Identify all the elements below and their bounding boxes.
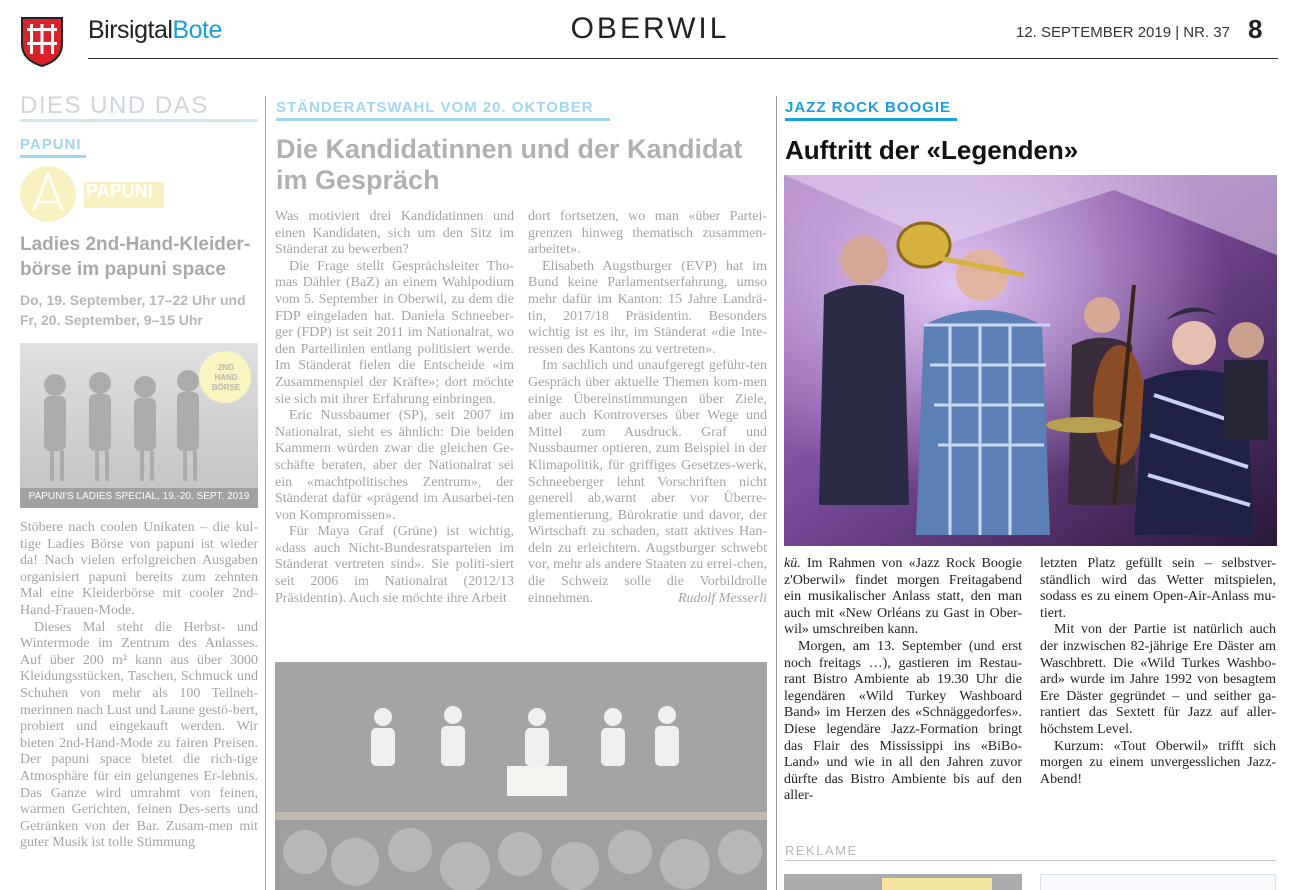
- newspaper-brand[interactable]: BirsigtalBote: [88, 16, 222, 44]
- municipal-crest-icon: [20, 16, 64, 68]
- column-divider-2: [776, 96, 777, 890]
- page-number: 8: [1248, 14, 1263, 44]
- photo-caption: PAPUNI'S LADIES SPECIAL, 19.-20. SEPT. 2019: [28, 491, 250, 502]
- podium-photo: [275, 662, 767, 890]
- papuni-article-body: Stöbere nach coolen Unikaten – die kul-tige Ladies Börse von papuni ist wieder da! Nach vielen erfolgreichen Ausgaben organisiert papuni bereits zum zehnten Mal eine Kleiderbörse mit cooler 2nd-Hand-Frauen-Mode. Dieses Mal steht die Herbst- und Wintermode im Zentrum des Anlasses. Auf über 200 m² kann aus über 3000 Kleidungsstücken, Taschen, Schmuck und Schuhen von mehr als 100 Teilneh-merinnen nach Lust und Laune gestö-bert, probiert und eingekauft werden. Wir bieten 2nd-Hand-Mode zu fairen Preisen. Der papuni space bietet die rich-tige Atmosphäre für ein gelungenes Er-lebnis. Das Ganze wird umrahmt von feinen, warmen Gerichten, feinen Des-serts und Getränken von der Bar. Zusam-men mit guter Musik ist tolle Stimmung: [20, 520, 258, 851]
- papuni-dates: Do, 19. September, 17–22 Uhr und Fr, 20. September, 9–15 Uhr: [20, 292, 246, 328]
- author: Rudolf Messerli: [677, 590, 767, 606]
- election-kicker: STÄNDERATSWAHL VOM 20. OKTOBER: [276, 99, 594, 116]
- jazz-body-col2: letzten Platz gefüllt sein – selbstver-ständlich wird das Wetter mitspielen, sodass es zu einem Open-Air-Anlass mu-tiert. Mit von der Partie ist natürlich auch der inzwischen 82-jährige Ere Däster am Waschbrett. Die «Wild Turkes Washbo-ard» wurde im Jahre 1992 von besagtem Ere Däster gegründet – und seither ga-rantiert das Sextett für Jazz auf aller-höchstem Level. Kurzum: «Tout Oberwil» trifft sich morgen zu einem unvergesslichen Jazz-Abend!: [1040, 556, 1276, 787]
- kicker-underline: [276, 118, 610, 121]
- papuni-logo-text: PAPUNI: [86, 181, 153, 201]
- band-photo: [784, 175, 1277, 546]
- author-initials: kü.: [784, 556, 801, 571]
- papuni-headline: Ladies 2nd-Hand-Kleider-börse im papuni space: [20, 234, 251, 280]
- advertisement-left[interactable]: [784, 874, 1022, 890]
- advertisement-rule: [785, 860, 1276, 861]
- election-body-col1: Was motiviert drei Kandidatinnen und einen Kandidaten, sich um den Sitz im Ständerat zu bewerben? Die Frage stellt Gesprächsleiter Tho-mas Dähler (BaZ) an einem Wahlpodium vom 5. September in Oberwil, zu dem die FDP eingeladen hat. Daniela Schneeber-ger (FDP) ist seit 2011 im Nationalrat, wo den Parteilinien entlang politisiert werde. Im Ständerat fielen die Entscheide «im Zusammenspiel der Kräfte»; dort möchte sie sich mit ihrer Erfahrung einbringen. Eric Nussbaumer (SP), seit 2007 im Nationalrat, sieht es ähnlich: Die beiden Kammern würden zwar die gleichen Ge-schäfte beraten, aber der Nationalrat sei ein «machtpolitisches Zentrum», der Ständerat dafür «prägend im Ausarbei-ten von Kompromissen». Für Maya Graf (Grüne) ist wichtig, «dass auch Nicht-Bundesratsparteien im Ständerat vertreten sind». Sie politi-siert seit 2006 im Nationalrat (2012/13 Präsidentin). Auch sie möchte ihre Arbeit: [275, 209, 514, 606]
- section-title: DIES UND DAS: [20, 92, 209, 119]
- section-underline: [20, 119, 258, 122]
- kicker-underline: [20, 155, 86, 158]
- advertisement-label: REKLAME: [785, 843, 858, 858]
- kicker-underline: [785, 118, 957, 121]
- jazz-kicker: JAZZ ROCK BOOGIE: [785, 99, 952, 116]
- header-rule: [88, 58, 1278, 59]
- papuni-kicker: PAPUNI: [20, 136, 82, 153]
- election-headline: Die Kandidatinnen und der Kandidat im Gespräch: [276, 134, 743, 195]
- jazz-body-col1: kü. Im Rahmen von «Jazz Rock Boogie z'Oberwil» findet morgen Freitagabend ein musikalischer Anlass statt, den man auch mit «New Orléans zu Gast in Ober-wil» umschreiben kann. Morgen, am 13. September (und erst noch freitags …), gastieren im Restau-rant Bistro Ambiente ab 19.30 Uhr die legendären «Wild Turkey Washboard Band» im Herzen des «Schnäggedorfes». Diese legendäre Jazz-Formation bringt das Flair des Mississippi ins «BiBo-Land» und wie in all den Jahren zuvor dürfte das Bistro Ambiente bis auf den aller-: [784, 556, 1023, 804]
- column-divider-1: [265, 96, 266, 890]
- jazz-headline: Auftritt der «Legenden»: [785, 135, 1079, 165]
- page-section-title: OBERWIL: [570, 12, 730, 45]
- election-body-col2: dort fortsetzen, wo man «über Partei-grenzen hinweg thematisch zusammen-arbeitet». Elisabeth Augstburger (EVP) hat im Bund keine Parlamentserfahrung, umso mehr dafür im Kanton: 15 Jahre Landrä-tin, 2017/18 Präsidentin. Besonders wichtig ist es ihr, im Ständerat «die Inte-ressen des Kantons zu vertreten». Im sachlich und unaufgeregt geführ-ten Gespräch über aktuelle Themen kom-men einige Übereinstimmungen über Ziele, aber auch Kontroverses über Wege und Mittel zum Ausdruck. Graf und Nussbaumer optieren, zum Beispiel in der Klimapolitik, für griffiges Gesetzes-werk, Schneeberger lehnt Vorschriften nicht generell ab,warnt aber vor Überre-glementierung, Bürokratie und davor, der Wirtschaft zu schaden, statt aktives Han-deln zu erleichtern. Augstburger schwebt vor, mehr als andere Staaten zu errei-chen, die Schweiz solle die Vorbildrolle einnehmen. Rudolf Messerli: [528, 209, 767, 606]
- papuni-photo: [20, 343, 258, 508]
- issue-info: 12. SEPTEMBER 2019 | NR. 37: [1016, 24, 1230, 41]
- photo-badge: 2ND HAND BÖRSE: [211, 363, 241, 392]
- advertisement-right[interactable]: [1040, 874, 1276, 890]
